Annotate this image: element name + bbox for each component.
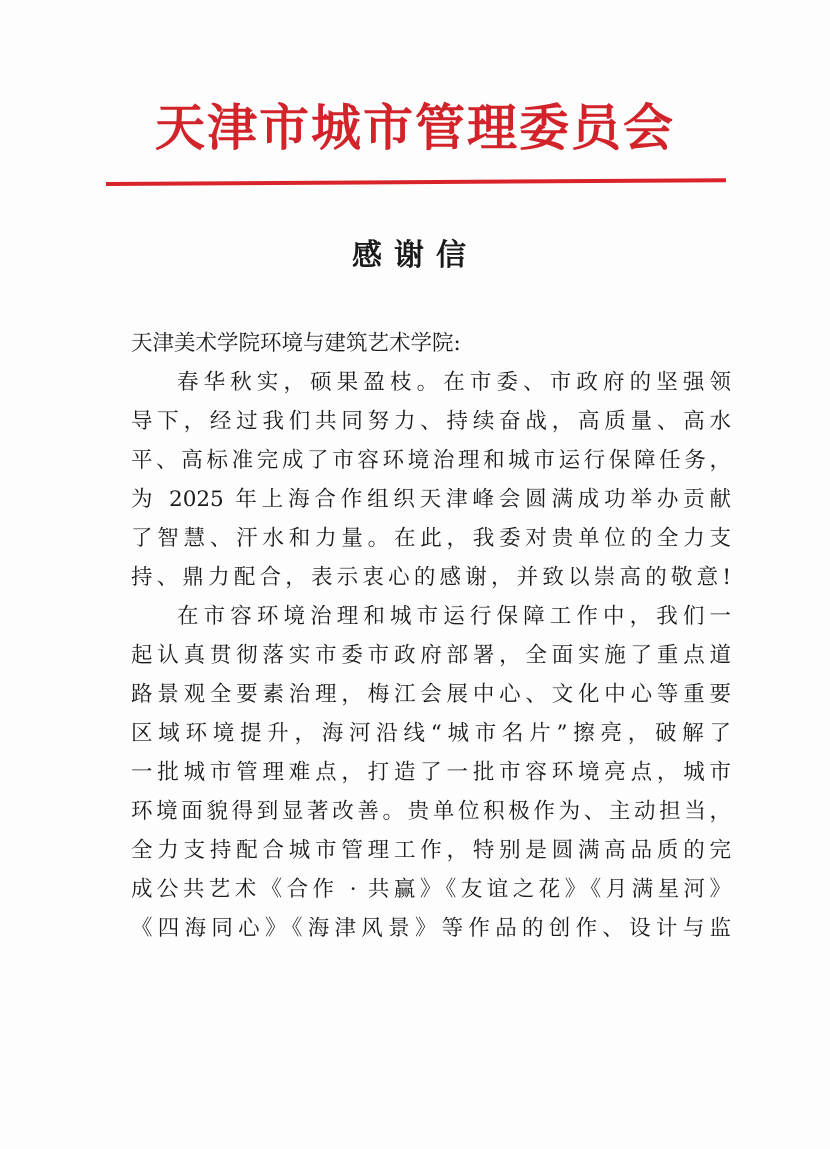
letter-title: 感谢信 (352, 238, 478, 273)
body-line: 环境面貌得到显著改善。贵单位积极作为、主动担当， (131, 799, 731, 824)
body-line: 《四海同心》《海津风景》等作品的创作、设计与监 (131, 916, 731, 941)
body-line: 春华秋实，硕果盈枝。在市委、市政府的坚强领 (177, 370, 731, 395)
body-line: 平、高标准完成了市容环境治理和城市运行保障任务， (131, 448, 731, 473)
body-line: 一批城市管理难点，打造了一批市容环境亮点，城市 (131, 760, 731, 785)
body-line: 起认真贯彻落实市委市政府部署，全面实施了重点道 (131, 643, 731, 668)
body-line: 路景观全要素治理，梅江会展中心、文化中心等重要 (131, 682, 731, 707)
letterhead-red-rule (106, 178, 726, 186)
body-line: 成公共艺术《合作 · 共赢》《友谊之花》《月满星河》 (131, 877, 731, 902)
body-line: 在市容环境治理和城市运行保障工作中，我们一 (177, 604, 731, 629)
letter-body (131, 324, 731, 948)
body-line: 区域环境提升，海河沿线“城市名片”擦亮，破解了 (131, 721, 731, 746)
body-line: 导下，经过我们共同努力、持续奋战，高质量、高水 (131, 409, 731, 434)
body-line: 了智慧、汗水和力量。在此，我委对贵单位的全力支 (131, 526, 731, 551)
body-line: 持、鼎力配合，表示衷心的感谢，并致以崇高的敬意! (131, 565, 731, 590)
body-line: 全力支持配合城市管理工作，特别是圆满高品质的完 (131, 838, 731, 863)
organization-letterhead: 天津市城市管理委员会 (155, 98, 675, 157)
salutation: 天津美术学院环境与建筑艺术学院: (131, 331, 461, 356)
body-line: 为 2025 年上海合作组织天津峰会圆满成功举办贡献 (131, 487, 731, 512)
